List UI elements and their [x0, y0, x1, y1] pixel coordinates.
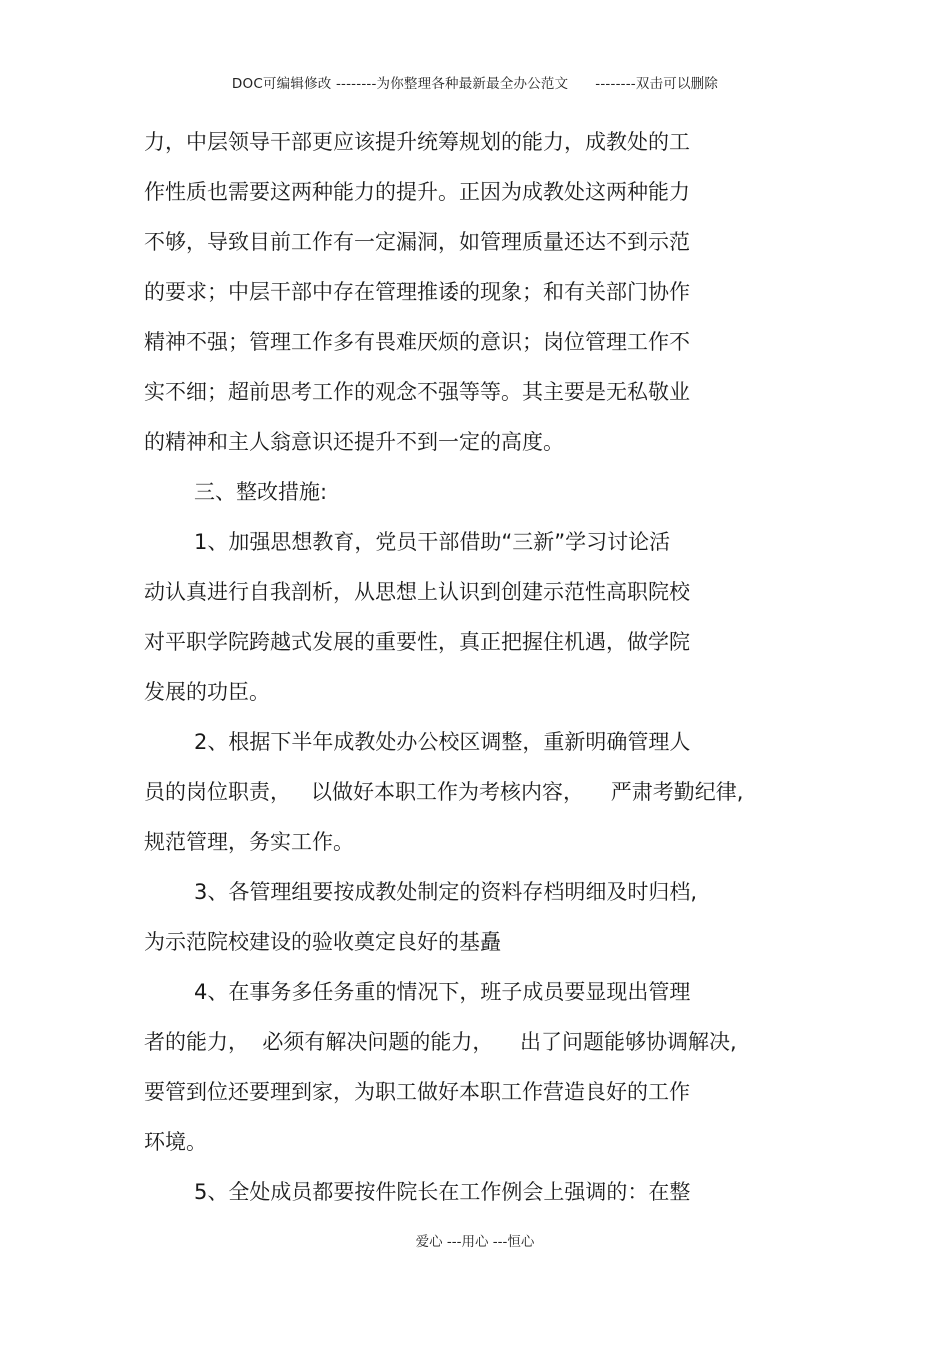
body-line: 规范管理，务实工作。	[144, 830, 354, 854]
body-line: 1、加强思想教育，党员干部借助“三新”学习讨论活	[194, 530, 671, 554]
body-line: 作性质也需要这两种能力的提升。正因为成教处这两种能力	[144, 180, 690, 204]
body-line: 者的能力， 必须有解决问题的能力， 出了问题能够协调解决,	[144, 1030, 737, 1054]
document-body	[144, 124, 824, 1224]
page-header: DOC可编辑修改 --------为你整理各种最新最全办公范文 --------双击可以删除	[231, 76, 719, 92]
body-line: 实不细；超前思考工作的观念不强等等。其主要是无私敬业	[144, 380, 690, 404]
body-line: 4、在事务多任务重的情况下，班子成员要显现出管理	[194, 980, 691, 1004]
body-line: 要管到位还要理到家，为职工做好本职工作营造良好的工作	[144, 1080, 690, 1104]
body-line: 员的岗位职责， 以做好本职工作为考核内容， 严肃考勤纪律,	[144, 780, 744, 804]
page-footer: 爱心 ---用心 ---恒心	[415, 1234, 535, 1250]
body-line: 5、全处成员都要按件院长在工作例会上强调的：在整	[194, 1180, 691, 1204]
body-line: 环境。	[144, 1130, 207, 1154]
body-line: 动认真进行自我剖析，从思想上认识到创建示范性高职院校	[144, 580, 690, 604]
body-line: 为示范院校建设的验收奠定良好的基矗	[144, 930, 501, 954]
body-line: 对平职学院跨越式发展的重要性，真正把握住机遇，做学院	[144, 630, 690, 654]
section-heading: 三、整改措施:	[194, 480, 328, 504]
body-line: 不够，导致目前工作有一定漏洞，如管理质量还达不到示范	[144, 230, 690, 254]
body-line: 发展的功臣。	[144, 680, 270, 704]
body-line: 2、根据下半年成教处办公校区调整，重新明确管理人	[194, 730, 691, 754]
body-line: 精神不强；管理工作多有畏难厌烦的意识；岗位管理工作不	[144, 330, 690, 354]
body-line: 的要求；中层干部中存在管理推诿的现象；和有关部门协作	[144, 280, 690, 304]
body-line: 3、各管理组要按成教处制定的资料存档明细及时归档,	[194, 880, 698, 904]
body-line: 力，中层领导干部更应该提升统筹规划的能力，成教处的工	[144, 130, 690, 154]
body-line: 的精神和主人翁意识还提升不到一定的高度。	[144, 430, 564, 454]
